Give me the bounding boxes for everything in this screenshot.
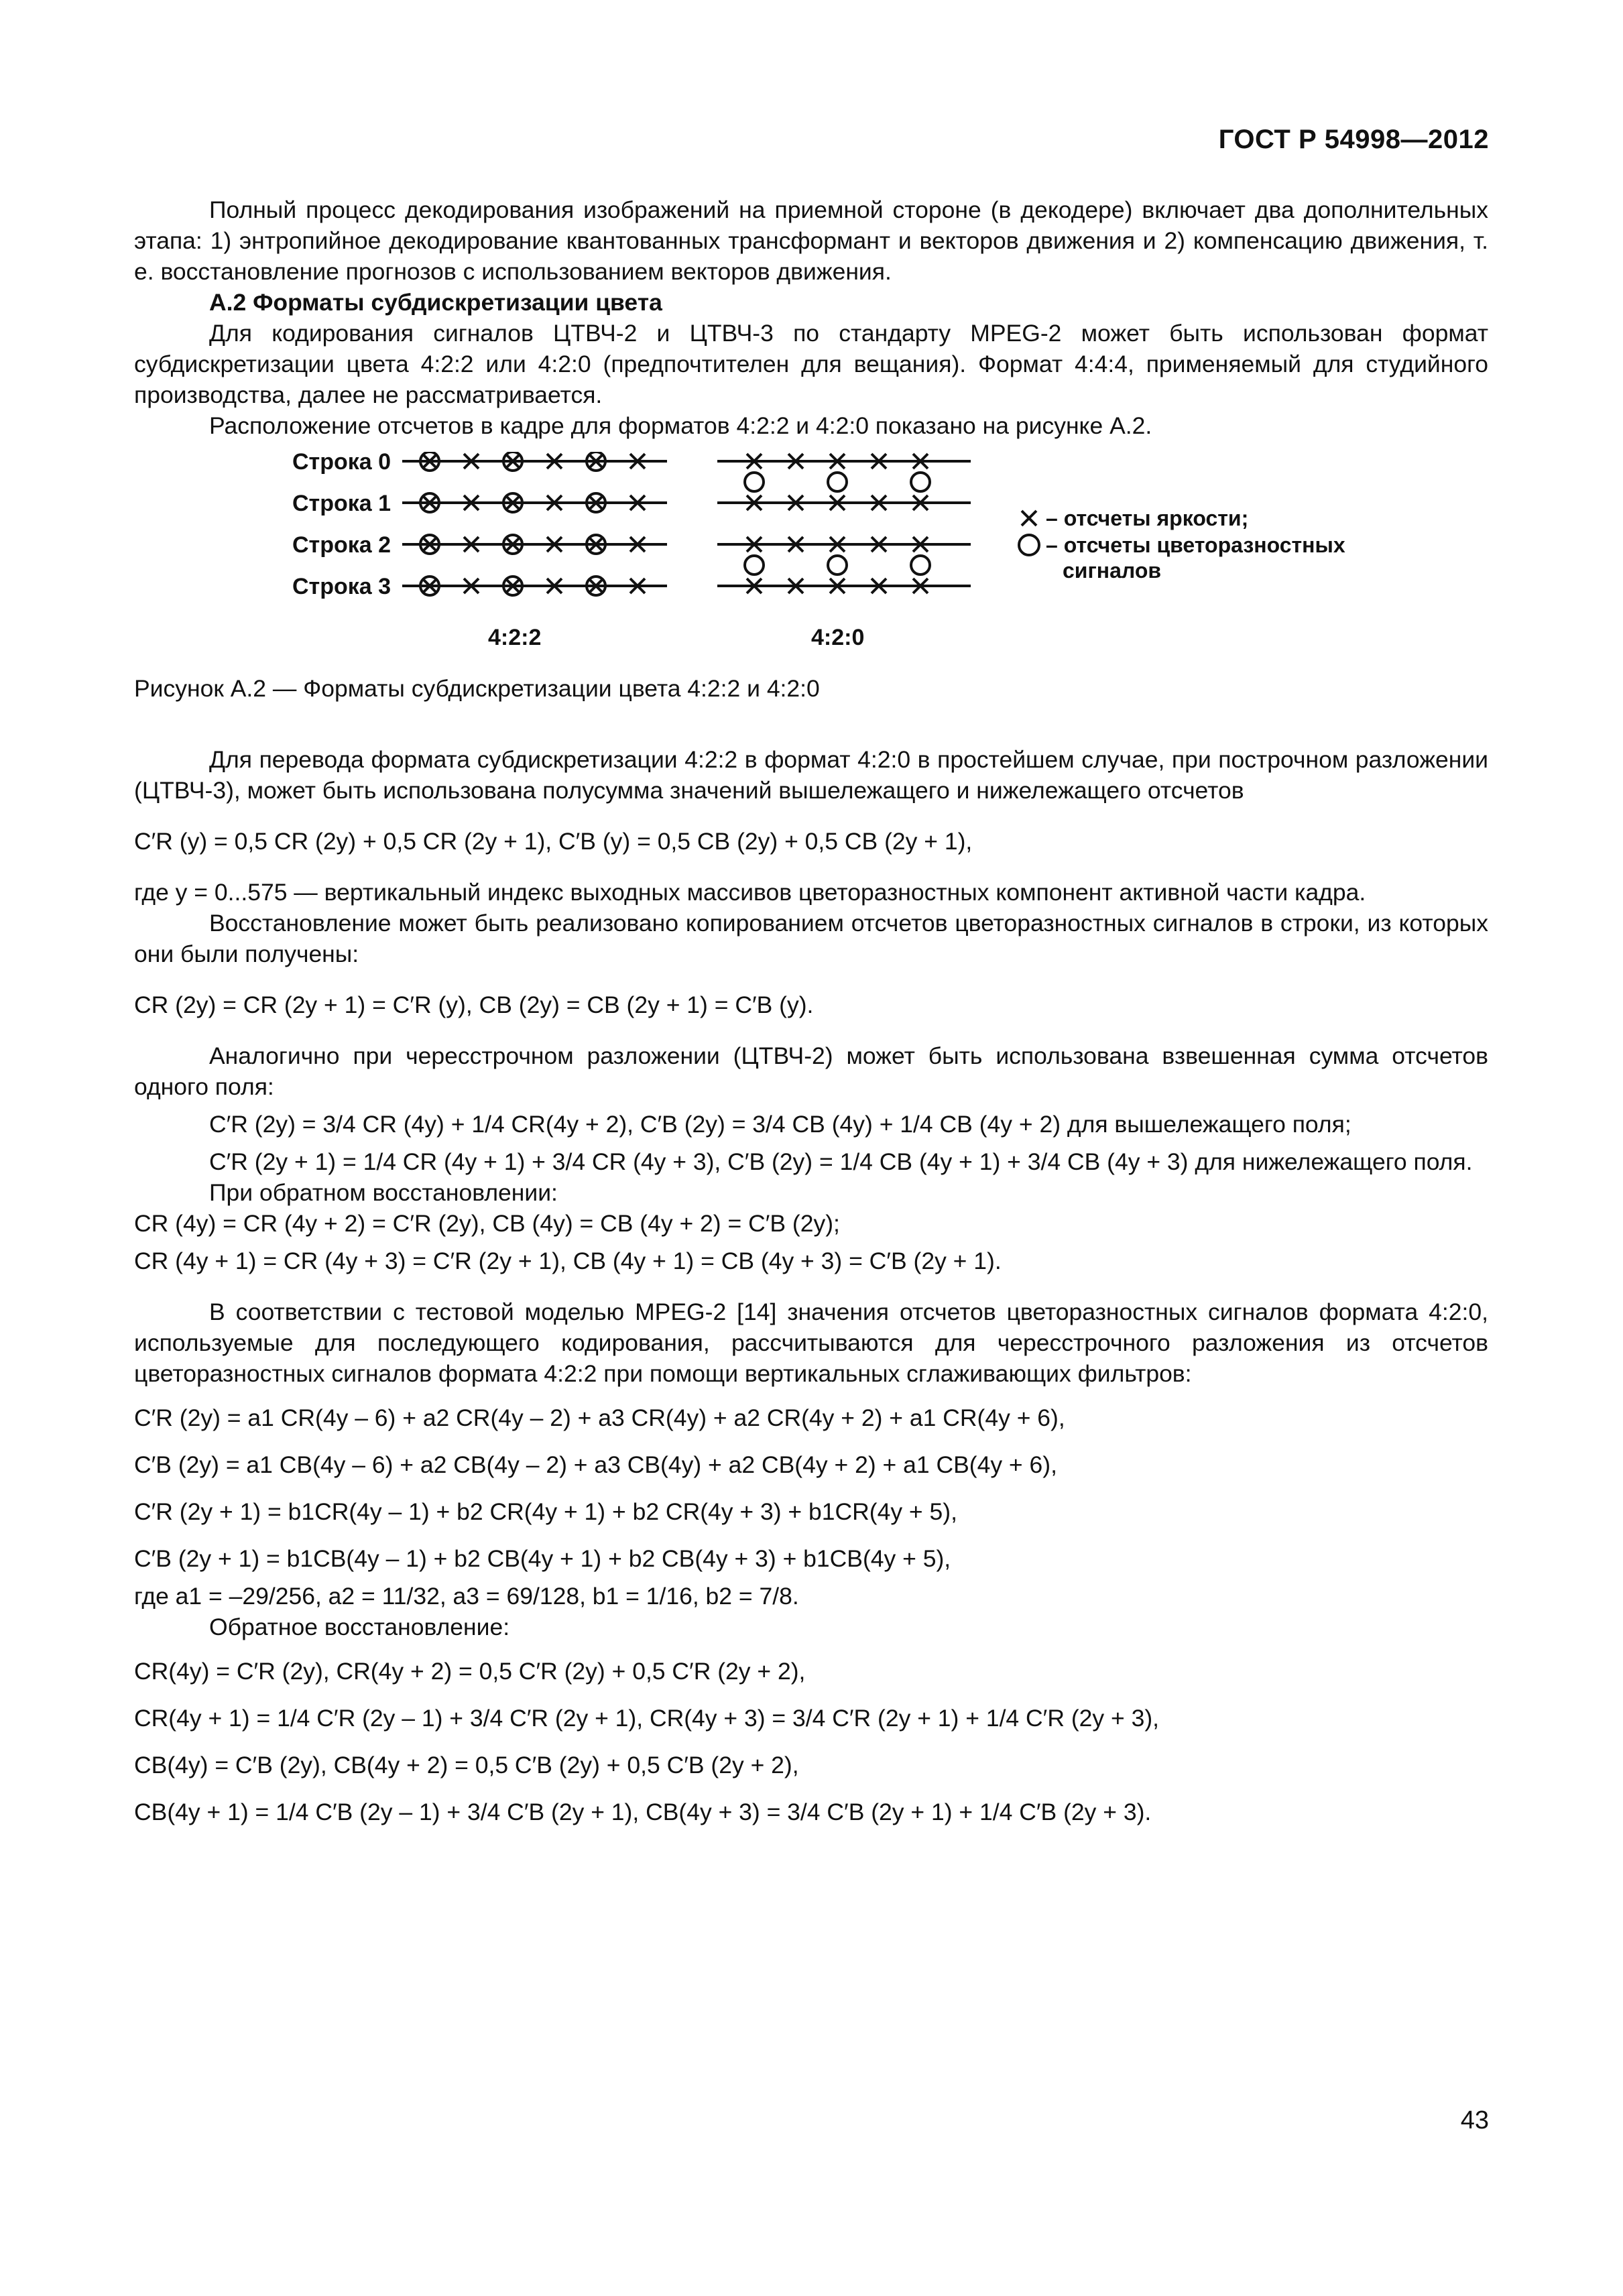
equation: C′R (2y + 1) = 1/4 CR (4y + 1) + 3/4 CR (4y + 3), C′B (2y) = 1/4 CB (4y + 1) + 3/4 CB (4y + 3) для нижележащего поля.: [209, 1148, 1473, 1175]
legend-luma-label: – отсчеты яркости;: [1046, 506, 1249, 530]
row-label-3: Строка 3: [292, 574, 392, 599]
paragraph: где y = 0...575 — вертикальный индекс выходных массивов цветоразностных компонент активной части кадра.: [134, 879, 1366, 906]
figure-a2: [134, 452, 1488, 673]
equation: CR (4y + 1) = CR (4y + 3) = C′R (2y + 1), CB (4y + 1) = CB (4y + 3) = C′B (2y + 1).: [134, 1248, 1002, 1274]
paragraph: Для перевода формата субдискретизации 4:2:2 в формат 4:2:0 в простейшем случае, при построчном разложении (ЦТВЧ-3), может быть использована полусумма значений вышележащего и нижележащего отсчетов: [134, 746, 1488, 804]
paragraph: Аналогично при чересстрочном разложении (ЦТВЧ-2) может быть использована взвешенная сумма отсчетов одного поля:: [134, 1042, 1488, 1100]
equation: CR (2y) = CR (2y + 1) = C′R (y), CB (2y) = CB (2y + 1) = C′B (y).: [134, 991, 814, 1018]
section-heading: А.2 Форматы субдискретизации цвета: [209, 289, 662, 316]
paragraph: В соответствии с тестовой моделью MPEG-2 [14] значения отсчетов цветоразностных сигналов формата 4:2:0, используемые для последующего кодирования, рассчитываются для чересстрочного разложения из отсчетов цветоразностных сигналов формата 4:2:2 при помощи вертикальных сглаживающих фильтров:: [134, 1298, 1488, 1387]
equation: CR(4y) = C′R (2y), CR(4y + 2) = 0,5 C′R (2y) + 0,5 C′R (2y + 2),: [134, 1658, 806, 1685]
equation: C′R (2y) = a1 CR(4y – 6) + a2 CR(4y – 2) + a3 CR(4y) + a2 CR(4y + 2) + a1 CR(4y + 6),: [134, 1404, 1065, 1431]
paragraph: Обратное восстановление:: [209, 1614, 510, 1640]
row-label-2: Строка 2: [292, 532, 392, 558]
equation: C′B (2y + 1) = b1CB(4y – 1) + b2 CB(4y + 1) + b2 CB(4y + 3) + b1CB(4y + 5),: [134, 1545, 951, 1572]
paragraph: Для кодирования сигналов ЦТВЧ-2 и ЦТВЧ-3 по стандарту MPEG-2 может быть использован формат субдискретизации цвета 4:2:2 или 4:2:0 (предпочтителен для вещания). Формат 4:4:4, применяемый для студийного производства, далее не рассматривается.: [134, 320, 1488, 408]
paragraph: Восстановление может быть реализовано копированием отсчетов цветоразностных сигналов в строки, из которых они были получены:: [134, 910, 1488, 967]
diagram-marks: [420, 452, 1039, 595]
chroma-sample-mark: [828, 556, 847, 575]
paragraph: где a1 = –29/256, a2 = 11/32, a3 = 69/128, b1 = 1/16, b2 = 7/8.: [134, 1583, 799, 1610]
format-label-422: 4:2:2: [488, 625, 542, 650]
legend-chroma-label-2: сигналов: [1063, 558, 1162, 583]
format-label-420: 4:2:0: [811, 625, 865, 650]
document-body: [134, 194, 1488, 1827]
page-number: 43: [1460, 2106, 1489, 2134]
row-label-0: Строка 0: [292, 452, 392, 475]
equation: C′R (2y + 1) = b1CR(4y – 1) + b2 CR(4y + 1) + b2 CR(4y + 3) + b1CR(4y + 5),: [134, 1498, 957, 1525]
legend-chroma-mark: [1019, 535, 1039, 555]
equation: C′B (2y) = a1 CB(4y – 6) + a2 CB(4y – 2) + a3 CB(4y) + a2 CB(4y + 2) + a1 CB(4y + 6),: [134, 1451, 1057, 1478]
paragraph: Полный процесс декодирования изображений на приемной стороне (в декодере) включает два дополнительных этапа: 1) энтропийное декодирование квантованных трансформант и векторов движения и 2) компенсацию движения, т. е. восстановление прогнозов с использованием векторов движения.: [134, 196, 1488, 285]
chroma-sample-mark: [911, 473, 930, 491]
chroma-sample-mark: [911, 556, 930, 575]
equation: CR (4y) = CR (4y + 2) = C′R (2y), CB (4y) = CB (4y + 2) = C′B (2y);: [134, 1210, 840, 1237]
equation: CR(4y + 1) = 1/4 C′R (2y – 1) + 3/4 C′R (2y + 1), CR(4y + 3) = 3/4 C′R (2y + 1) + 1/4 C′R (2y + 3),: [134, 1705, 1160, 1732]
sampling-diagram: [134, 452, 1488, 673]
chroma-sample-mark: [828, 473, 847, 491]
equation: CB(4y) = C′B (2y), CB(4y + 2) = 0,5 C′B (2y) + 0,5 C′B (2y + 2),: [134, 1752, 799, 1778]
equation: CB(4y + 1) = 1/4 C′B (2y – 1) + 3/4 C′B (2y + 1), CB(4y + 3) = 3/4 C′B (2y + 1) + 1/4 C′B (2y + 3).: [134, 1799, 1152, 1825]
standard-number: ГОСТ Р 54998—2012: [1218, 125, 1489, 154]
equation: C′R (2y) = 3/4 CR (4y) + 1/4 CR(4y + 2), C′B (2y) = 3/4 CB (4y) + 1/4 CB (4y + 2) для вышележащего поля;: [209, 1111, 1351, 1138]
paragraph: Расположение отсчетов в кадре для форматов 4:2:2 и 4:2:0 показано на рисунке А.2.: [209, 412, 1152, 439]
diagram-lines: [402, 461, 971, 586]
chroma-sample-mark: [745, 473, 764, 491]
paragraph: При обратном восстановлении:: [209, 1179, 558, 1206]
legend-chroma-label: – отсчеты цветоразностных: [1046, 533, 1345, 557]
figure-caption: Рисунок А.2 — Форматы субдискретизации цвета 4:2:2 и 4:2:0: [134, 675, 820, 702]
row-label-1: Строка 1: [292, 491, 392, 516]
equation: C′R (y) = 0,5 CR (2y) + 0,5 CR (2y + 1), C′B (y) = 0,5 CB (2y) + 0,5 CB (2y + 1),: [134, 828, 973, 855]
chroma-sample-mark: [745, 556, 764, 575]
